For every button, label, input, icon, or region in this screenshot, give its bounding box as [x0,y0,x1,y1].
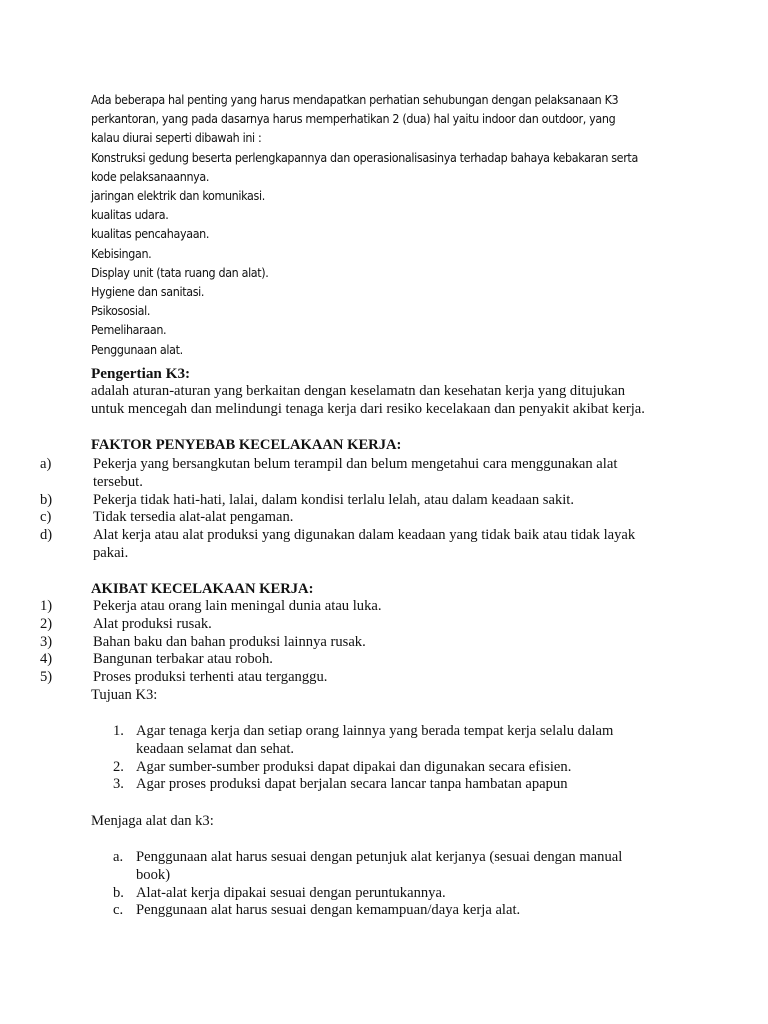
list-item [40,634,720,652]
list-item-text: Alat-alat kerja dipakai sesuai dengan peruntukannya. [136,884,446,901]
list-item [40,509,720,527]
intro-line: Penggunaan alat. [91,341,183,357]
list-marker: 3) [40,633,53,650]
list-item-text: Proses produksi terhenti atau terganggu. [93,669,328,686]
list-item [113,849,733,885]
list-marker: c. [113,902,124,919]
intro-line: jaringan elektrik dan komunikasi. [91,188,265,204]
list-marker: 2. [113,758,124,775]
list-marker: d) [40,527,53,544]
intro-line: kualitas udara. [91,207,169,223]
faktor-heading: FAKTOR PENYEBAB KECELAKAAN KERJA: [91,437,402,453]
intro-line: Konstruksi gedung beserta perlengkapannya dan operasionalisasinya terhadap bahaya kebakaran serta [91,149,638,165]
menjaga-heading: Menjaga alat dan k3: [91,813,214,829]
intro-line: Kebisingan. [91,245,152,261]
list-marker: 3. [113,776,124,793]
intro-block [91,90,691,359]
list-marker: 5) [40,669,53,686]
list-item-text: Alat kerja atau alat produksi yang digunakan dalam keadaan yang tidak baik atau tidak layak [93,527,636,544]
list-item-text: keadaan selamat dan sehat. [136,740,295,757]
list-marker: c) [40,509,52,526]
list-item-text: Agar tenaga kerja dan setiap orang lainnya yang berada tempat kerja selalu dalam [136,723,614,739]
list-item [40,669,720,687]
tujuan-list [113,723,733,794]
intro-line: kualitas pencahayaan. [91,226,210,242]
list-item-text: Bahan baku dan bahan produksi lainnya rusak. [93,633,366,650]
list-item [113,759,733,777]
pengertian-text-line: untuk mencegah dan melindungi tenaga kerja dari resiko kecelakaan dan penyakit akibat kerja. [91,400,645,417]
list-marker: 2) [40,615,53,632]
list-item [40,492,720,510]
list-item-text: Pekerja atau orang lain meningal dunia atau luka. [93,598,382,614]
list-marker: a) [40,456,52,472]
akibat-heading: AKIBAT KECELAKAAN KERJA: [91,581,314,597]
menjaga-list [113,849,733,920]
list-item-text: book) [136,866,171,883]
list-marker: 1. [113,723,124,739]
list-item-text: Tidak tersedia alat-alat pengaman. [93,509,294,526]
list-item-text: tersebut. [93,473,143,490]
list-item [113,902,733,920]
list-item-text: Bangunan terbakar atau roboh. [93,651,273,668]
list-item [40,598,720,616]
intro-line: Psikososial. [91,303,151,319]
intro-line: Display unit (tata ruang dan alat). [91,264,269,280]
pengertian-text-line: adalah aturan-aturan yang berkaitan dengan keselamatn dan kesehatan kerja yang ditujukan [91,382,626,399]
intro-line: Pemeliharaan. [91,322,167,338]
tujuan-section [91,687,711,705]
list-item-text: Alat produksi rusak. [93,615,212,632]
list-item-text: Penggunaan alat harus sesuai dengan petunjuk alat kerjanya (sesuai dengan manual [136,849,623,865]
list-item-text: pakai. [93,544,129,561]
list-marker: b) [40,491,53,508]
list-item-text: Penggunaan alat harus sesuai dengan kemampuan/daya kerja alat. [136,902,521,919]
list-item [40,527,720,563]
faktor-list [40,456,720,563]
list-item [40,616,720,634]
intro-line: Hygiene dan sanitasi. [91,284,205,300]
list-item [40,456,720,492]
list-marker: 4) [40,651,53,668]
intro-line: kalau diurai seperti dibawah ini : [91,130,262,146]
faktor-section [91,437,711,455]
akibat-list [40,598,720,687]
list-item-text: Agar sumber-sumber produksi dapat dipakai dan digunakan secara efisien. [136,758,572,775]
akibat-section [91,581,711,599]
list-item [113,723,733,759]
list-item-text: Pekerja tidak hati-hati, lalai, dalam kondisi terlalu lelah, atau dalam keadaan sakit. [93,491,575,508]
list-item-text: Agar proses produksi dapat berjalan secara lancar tanpa hambatan apapun [136,776,568,793]
intro-line: Ada beberapa hal penting yang harus mendapatkan perhatian sehubungan dengan pelaksanaan K3 [91,92,619,107]
pengertian-heading: Pengertian K3: [91,365,191,382]
list-item-text: Pekerja yang bersangkutan belum terampil dan belum mengetahui cara menggunakan alat [93,456,618,472]
list-item [40,651,720,669]
pengertian-section [91,365,731,418]
list-item [113,776,733,794]
intro-line: perkantoran, yang pada dasarnya harus memperhatikan 2 (dua) hal yaitu indoor dan outdoor, yang [91,111,616,127]
tujuan-heading: Tujuan K3: [91,687,158,703]
list-item [113,885,733,903]
list-marker: a. [113,849,124,865]
menjaga-section [91,813,711,831]
intro-line: kode pelaksanaannya. [91,168,210,184]
list-marker: 1) [40,598,53,614]
list-marker: b. [113,884,124,901]
